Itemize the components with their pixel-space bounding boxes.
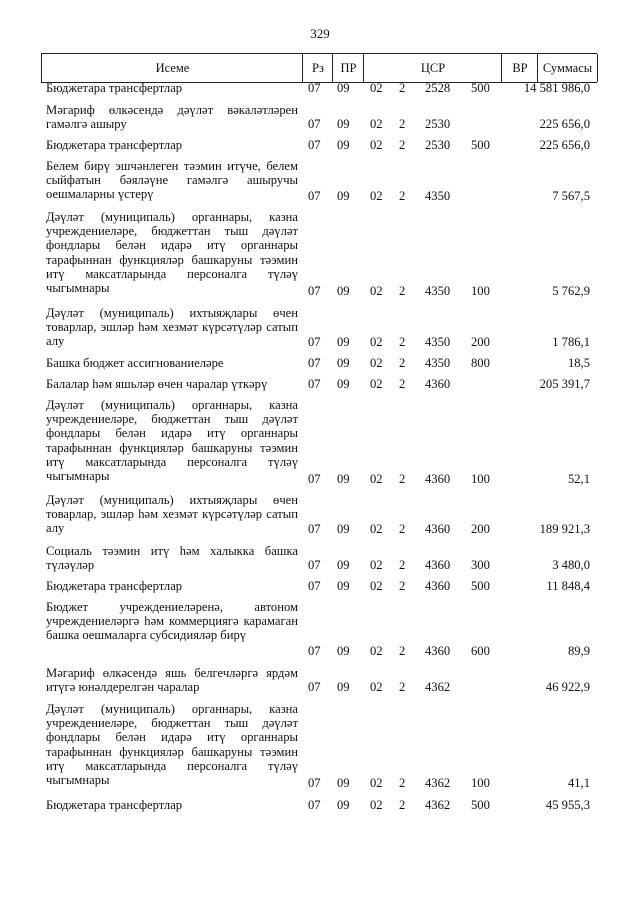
row-csr-code: 2530 bbox=[425, 117, 451, 131]
row-vr: 500 bbox=[471, 579, 490, 593]
row-vr: 200 bbox=[471, 335, 490, 349]
row-csr-program: 02 bbox=[370, 776, 383, 790]
row-csr-subprogram: 2 bbox=[399, 138, 406, 152]
row-csr-program: 02 bbox=[370, 579, 383, 593]
row-rz: 07 bbox=[308, 377, 321, 391]
row-sum: 1 786,1 bbox=[552, 335, 590, 349]
row-csr-subprogram: 2 bbox=[399, 472, 406, 486]
table-row bbox=[46, 356, 596, 370]
header-sum: Суммасы bbox=[537, 54, 598, 82]
row-vr: 100 bbox=[471, 284, 490, 298]
table-row bbox=[46, 377, 596, 391]
row-csr-code: 4350 bbox=[425, 284, 451, 298]
row-pr: 09 bbox=[337, 284, 350, 298]
row-csr-subprogram: 2 bbox=[399, 522, 406, 536]
table-row bbox=[46, 579, 596, 593]
table-row bbox=[46, 306, 596, 349]
row-csr-code: 4350 bbox=[425, 335, 451, 349]
row-csr-code: 4360 bbox=[425, 644, 451, 658]
row-rz: 07 bbox=[308, 117, 321, 131]
header-name: Исеме bbox=[41, 54, 303, 82]
table-row bbox=[46, 493, 596, 536]
row-pr: 09 bbox=[337, 798, 350, 812]
row-vr: 500 bbox=[471, 81, 490, 95]
row-name: Мәгариф өлкәсендә дәүләт вәкаләтләрен гамәлгә ашыру bbox=[46, 103, 298, 132]
header-rz: Рз bbox=[302, 54, 333, 82]
row-name: Дәүләт (муниципаль) ихтыяҗлары өчен товарлар, эшләр һәм хезмәт күрсәтүләр сатып алу bbox=[46, 493, 298, 536]
row-rz: 07 bbox=[308, 138, 321, 152]
row-csr-code: 2530 bbox=[425, 138, 451, 152]
row-sum: 225 656,0 bbox=[539, 138, 590, 152]
row-pr: 09 bbox=[337, 558, 350, 572]
row-sum: 3 480,0 bbox=[552, 558, 590, 572]
row-pr: 09 bbox=[337, 335, 350, 349]
row-name: Дәүләт (муниципаль) органнары, казна учреждениеләре, бюджеттан тыш дәүләт фондлары белән идарә итү органнары тарафыннан функцияләр башкаруны тәэмин итү максатларында персоналга түләү чыгымнары bbox=[46, 210, 298, 296]
row-pr: 09 bbox=[337, 117, 350, 131]
row-csr-subprogram: 2 bbox=[399, 798, 406, 812]
row-csr-subprogram: 2 bbox=[399, 377, 406, 391]
row-vr: 500 bbox=[471, 138, 490, 152]
row-rz: 07 bbox=[308, 644, 321, 658]
row-name: Бюджетара трансфертлар bbox=[46, 81, 183, 95]
table-row bbox=[46, 210, 596, 298]
row-rz: 07 bbox=[308, 472, 321, 486]
row-name: Дәүләт (муниципаль) органнары, казна учреждениеләре, бюджеттан тыш дәүләт фондлары белән идарә итү органнары тарафыннан функцияләр башкаруны тәэмин итү максатларында персоналга түләү чыгымнары bbox=[46, 398, 298, 484]
row-csr-program: 02 bbox=[370, 558, 383, 572]
row-rz: 07 bbox=[308, 284, 321, 298]
row-csr-program: 02 bbox=[370, 117, 383, 131]
row-vr: 200 bbox=[471, 522, 490, 536]
table-row bbox=[46, 702, 596, 790]
row-csr-code: 4362 bbox=[425, 776, 451, 790]
row-csr-code: 4360 bbox=[425, 522, 451, 536]
row-rz: 07 bbox=[308, 776, 321, 790]
row-vr: 500 bbox=[471, 798, 490, 812]
row-csr-code: 4360 bbox=[425, 377, 451, 391]
row-csr-code: 4350 bbox=[425, 356, 451, 370]
table-row bbox=[46, 544, 596, 572]
row-csr-program: 02 bbox=[370, 377, 383, 391]
row-rz: 07 bbox=[308, 680, 321, 694]
row-csr-code: 4360 bbox=[425, 472, 451, 486]
table-row bbox=[46, 798, 596, 812]
row-csr-subprogram: 2 bbox=[399, 189, 406, 203]
header-csr: ЦСР bbox=[363, 54, 502, 82]
row-name: Дәүләт (муниципаль) органнары, казна учреждениеләре, бюджеттан тыш дәүләт фондлары белән идарә итү органнары тарафыннан функцияләр башкаруны тәэмин итү максатларында персоналга түләү чыгымнары bbox=[46, 702, 298, 788]
table-row bbox=[46, 159, 596, 203]
row-name: Мәгариф өлкәсендә яшь белгечләргә ярдәм итүгә юнәлдерелгән чаралар bbox=[46, 666, 298, 695]
row-sum: 7 567,5 bbox=[552, 189, 590, 203]
row-pr: 09 bbox=[337, 472, 350, 486]
row-pr: 09 bbox=[337, 579, 350, 593]
row-csr-subprogram: 2 bbox=[399, 335, 406, 349]
row-name: Дәүләт (муниципаль) ихтыяҗлары өчен товарлар, эшләр һәм хезмәт күрсәтүләр сатып алу bbox=[46, 306, 298, 349]
row-rz: 07 bbox=[308, 81, 321, 95]
row-sum: 225 656,0 bbox=[539, 117, 590, 131]
row-sum: 14 581 986,0 bbox=[523, 81, 590, 95]
row-name: Балалар һәм яшьләр өчен чаралар үткәрү bbox=[46, 377, 268, 391]
row-sum: 189 921,3 bbox=[539, 522, 590, 536]
row-name: Бюджетара трансфертлар bbox=[46, 138, 183, 152]
row-pr: 09 bbox=[337, 522, 350, 536]
row-csr-program: 02 bbox=[370, 472, 383, 486]
table-row bbox=[46, 398, 596, 486]
row-pr: 09 bbox=[337, 377, 350, 391]
row-csr-code: 4360 bbox=[425, 579, 451, 593]
row-csr-program: 02 bbox=[370, 522, 383, 536]
row-vr: 600 bbox=[471, 644, 490, 658]
row-rz: 07 bbox=[308, 579, 321, 593]
row-csr-subprogram: 2 bbox=[399, 579, 406, 593]
row-sum: 18,5 bbox=[567, 356, 590, 370]
row-csr-subprogram: 2 bbox=[399, 117, 406, 131]
row-csr-program: 02 bbox=[370, 680, 383, 694]
row-name: Социаль тәэмин итү һәм халыкка башка түләүләр bbox=[46, 544, 298, 573]
row-sum: 5 762,9 bbox=[552, 284, 590, 298]
row-vr: 300 bbox=[471, 558, 490, 572]
row-sum: 52,1 bbox=[567, 472, 590, 486]
row-csr-subprogram: 2 bbox=[399, 284, 406, 298]
row-csr-code: 2528 bbox=[425, 81, 451, 95]
row-pr: 09 bbox=[337, 189, 350, 203]
row-csr-program: 02 bbox=[370, 335, 383, 349]
row-rz: 07 bbox=[308, 798, 321, 812]
row-rz: 07 bbox=[308, 558, 321, 572]
row-csr-program: 02 bbox=[370, 81, 383, 95]
row-sum: 41,1 bbox=[567, 776, 590, 790]
row-csr-code: 4350 bbox=[425, 189, 451, 203]
table-header bbox=[41, 53, 597, 83]
row-csr-subprogram: 2 bbox=[399, 558, 406, 572]
row-name: Бюджетара трансфертлар bbox=[46, 579, 183, 593]
header-vr: ВР bbox=[501, 54, 538, 82]
row-rz: 07 bbox=[308, 335, 321, 349]
table-row bbox=[46, 81, 596, 95]
row-name: Бюджет учреждениеләренә, автоном учреждениеләргә һәм коммерциягә карамаган башка оешмаларга субсидияләр бирү bbox=[46, 600, 298, 643]
row-csr-subprogram: 2 bbox=[399, 776, 406, 790]
row-csr-code: 4362 bbox=[425, 680, 451, 694]
row-pr: 09 bbox=[337, 680, 350, 694]
row-csr-program: 02 bbox=[370, 138, 383, 152]
row-pr: 09 bbox=[337, 138, 350, 152]
row-rz: 07 bbox=[308, 189, 321, 203]
row-vr: 800 bbox=[471, 356, 490, 370]
row-sum: 46 922,9 bbox=[545, 680, 590, 694]
row-name: Бюджетара трансфертлар bbox=[46, 798, 183, 812]
table-row bbox=[46, 600, 596, 658]
row-sum: 11 848,4 bbox=[546, 579, 590, 593]
row-sum: 205 391,7 bbox=[539, 377, 590, 391]
table-row bbox=[46, 666, 596, 694]
row-rz: 07 bbox=[308, 356, 321, 370]
row-csr-program: 02 bbox=[370, 189, 383, 203]
row-csr-code: 4360 bbox=[425, 558, 451, 572]
row-csr-program: 02 bbox=[370, 644, 383, 658]
row-csr-program: 02 bbox=[370, 284, 383, 298]
table-row bbox=[46, 103, 596, 131]
row-name: Белем бирү эшчәнлеген тәэмин итүче, белем сыйфатын бәяләүне гамәлгә ашыручы оешмаларны үстерү bbox=[46, 159, 298, 202]
row-pr: 09 bbox=[337, 356, 350, 370]
page-number: 329 bbox=[310, 26, 330, 41]
row-sum: 89,9 bbox=[567, 644, 590, 658]
header-pr: ПР bbox=[332, 54, 364, 82]
row-csr-code: 4362 bbox=[425, 798, 451, 812]
row-csr-subprogram: 2 bbox=[399, 356, 406, 370]
row-sum: 45 955,3 bbox=[545, 798, 590, 812]
row-csr-subprogram: 2 bbox=[399, 680, 406, 694]
row-vr: 100 bbox=[471, 472, 490, 486]
row-csr-program: 02 bbox=[370, 798, 383, 812]
table-row bbox=[46, 138, 596, 152]
row-csr-subprogram: 2 bbox=[399, 81, 406, 95]
row-pr: 09 bbox=[337, 644, 350, 658]
row-pr: 09 bbox=[337, 81, 350, 95]
row-csr-subprogram: 2 bbox=[399, 644, 406, 658]
row-pr: 09 bbox=[337, 776, 350, 790]
row-csr-program: 02 bbox=[370, 356, 383, 370]
row-vr: 100 bbox=[471, 776, 490, 790]
row-rz: 07 bbox=[308, 522, 321, 536]
row-name: Башка бюджет ассигнованиеләре bbox=[46, 356, 224, 370]
